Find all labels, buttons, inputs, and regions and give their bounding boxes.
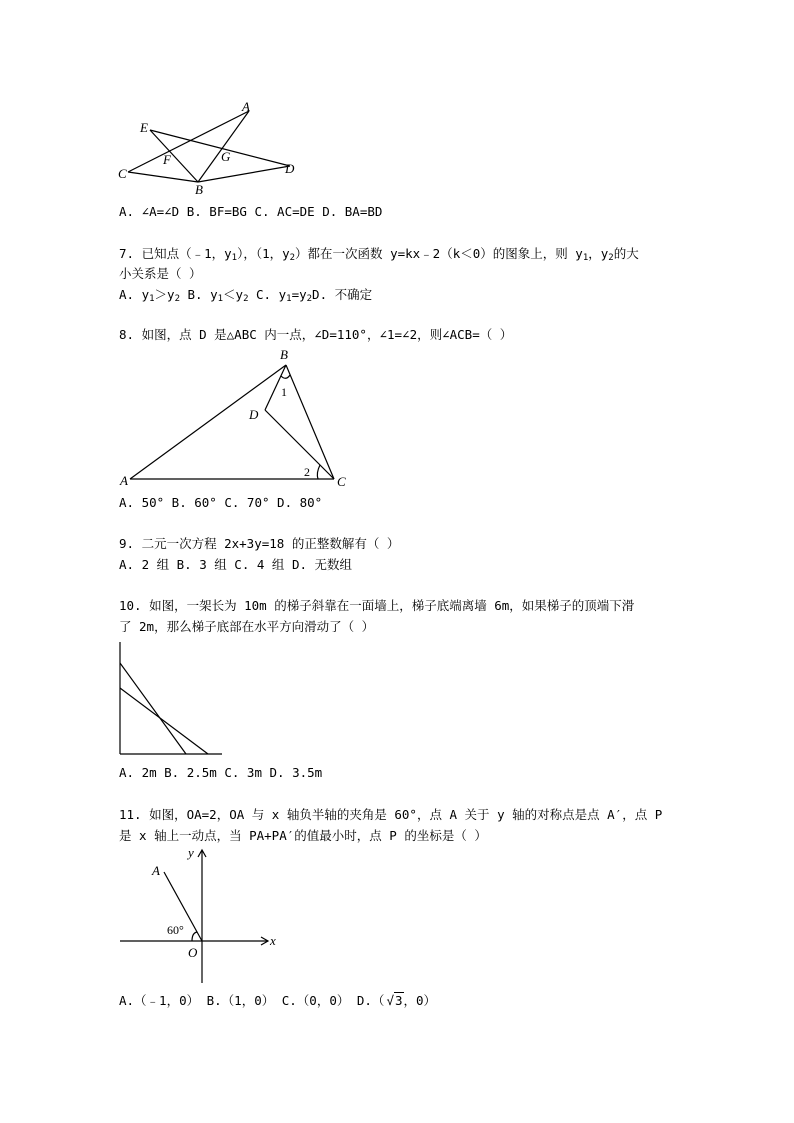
q8-label-b: B: [280, 347, 288, 362]
q8-angle-mark-2: [317, 465, 320, 479]
q11-angle-arc: [192, 932, 197, 941]
q6-label-g: G: [221, 149, 231, 164]
q6-label-f: F: [163, 152, 171, 167]
q11-label-y: y: [188, 845, 194, 860]
q6-figure: [118, 100, 308, 195]
q7-sub: 2: [608, 253, 614, 263]
q6-label-a: A: [242, 99, 250, 114]
q7-text: ），（1，y: [237, 246, 290, 261]
q7-sub: 2: [289, 253, 296, 263]
q10-figure: [118, 640, 228, 760]
q7-sub: 1: [231, 253, 238, 263]
q8-figure: [118, 345, 353, 495]
q7-sub: 2: [243, 294, 249, 304]
q6-label-e: E: [140, 120, 148, 135]
q7-text: ，y: [588, 246, 609, 261]
q8-label-a: A: [120, 473, 128, 488]
q7-opt: ＜y: [223, 287, 244, 302]
q11-label-o: O: [188, 945, 198, 960]
q7-opt: ＞y: [154, 287, 175, 302]
q7-opt: =y: [291, 287, 307, 302]
q8-options: A. 50° B. 60° C. 70° D. 80°: [119, 495, 323, 510]
q7-stem-line1: [119, 246, 639, 266]
q11-label-a: A: [152, 863, 160, 878]
q8-stem: 8. 如图，点 D 是△ABC 内一点，∠D=110°，∠1=∠2，则∠ACB=（ ）: [119, 327, 513, 342]
q8-angle-mark-1: [281, 375, 290, 378]
q10-ladder-before: [120, 663, 186, 754]
q11-opt-d-end: ，0）: [403, 993, 437, 1008]
q7-sub: 1: [149, 294, 155, 304]
q6-segment-ec-to-d: [150, 130, 290, 166]
q6-segment-c-to-b: [128, 172, 198, 182]
q7-opt: A. y: [119, 287, 150, 302]
q7-sub: 1: [582, 253, 589, 263]
q8-label-1: 1: [281, 385, 287, 399]
q11-figure: [118, 845, 283, 985]
q7-sub: 1: [286, 294, 292, 304]
q10-options: A. 2m B. 2.5m C. 3m D. 3.5m: [119, 765, 323, 780]
q10-ladder-after: [120, 688, 208, 754]
q8-side-bc: [286, 365, 334, 479]
q10-stem-line2: 了 2m，那么梯子底部在水平方向滑动了（ ）: [119, 619, 375, 634]
q8-label-d: D: [249, 407, 259, 422]
q11-label-x: x: [270, 933, 276, 948]
q7-stem-line2: 小关系是（ ）: [119, 266, 202, 281]
q7-opt: D. 不确定: [312, 287, 373, 302]
q8-segment-dc: [265, 410, 334, 479]
q6-segment-e-to-b: [150, 130, 198, 182]
q6-options: A. ∠A=∠D B. BF=BG C. AC=DE D. BA=BD: [119, 204, 383, 219]
q7-opt: B. y: [179, 287, 218, 302]
q6-segment-a-to-b: [198, 111, 249, 182]
q8-label-c: C: [337, 474, 346, 489]
q8-side-ab: [130, 365, 286, 479]
q11-options: [119, 993, 436, 1009]
q9-options: A. 2 组 B. 3 组 C. 4 组 D. 无数组: [119, 557, 353, 572]
q7-sub: 1: [217, 294, 224, 304]
q7-sub: 2: [306, 294, 313, 304]
q6-segment-b-to-d: [198, 166, 290, 182]
q6-label-b: B: [195, 182, 203, 197]
q7-opt: C. y: [248, 287, 287, 302]
q11-label-angle: 60°: [167, 923, 184, 937]
q7-text: 7. 已知点（﹣1，y: [119, 246, 232, 261]
q7-text: ）都在一次函数 y=kx﹣2（k＜0）的图象上，则 y: [295, 246, 583, 261]
q11-opt-abc: A.（﹣1，0） B.（1，0） C.（0，0） D.（: [119, 993, 385, 1008]
q11-opt-d-radicand: 3: [394, 993, 403, 1008]
sqrt-icon: √3: [386, 993, 403, 1008]
q8-label-2: 2: [304, 465, 310, 479]
q6-label-d: D: [285, 161, 295, 176]
q11-stem-line2: 是 x 轴上一动点，当 PA+PA′的值最小时，点 P 的坐标是（ ）: [119, 828, 487, 843]
q6-label-c: C: [118, 166, 127, 181]
q7-options: [119, 287, 372, 307]
q10-stem-line1: 10. 如图，一架长为 10m 的梯子斜靠在一面墙上，梯子底端离墙 6m，如果梯子的顶端下滑: [119, 598, 635, 613]
q9-stem: 9. 二元一次方程 2x+3y=18 的正整数解有（ ）: [119, 536, 400, 551]
q7-text: 的大: [613, 246, 639, 261]
q11-stem-line1: 11. 如图，OA=2，OA 与 x 轴负半轴的夹角是 60°，点 A 关于 y 轴的对称点是点 A′，点 P: [119, 807, 663, 822]
q7-sub: 2: [174, 294, 180, 304]
